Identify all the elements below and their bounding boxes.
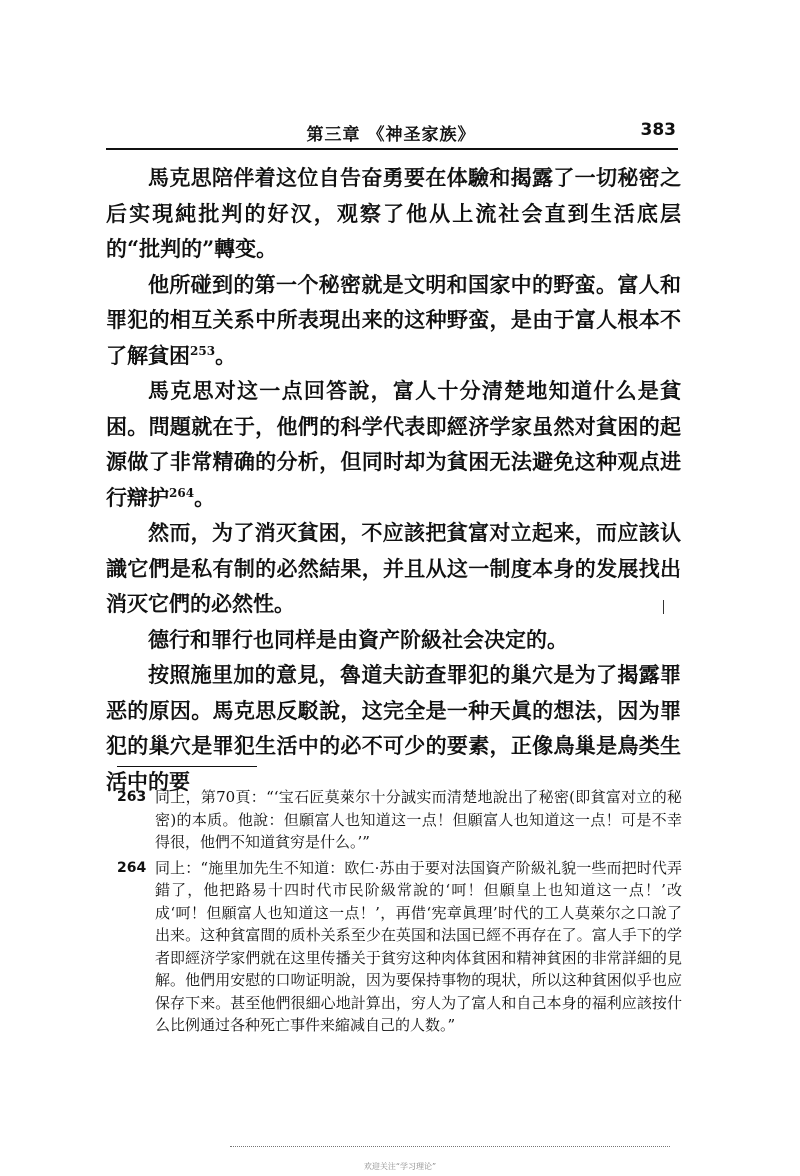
footnote-number: 263 <box>117 789 147 805</box>
footnote <box>117 786 682 854</box>
footnote-rule <box>117 766 257 767</box>
paragraph-end: 。 <box>194 484 216 510</box>
paragraph-text: 馬克思对这一点回答說，富人十分清楚地知道什么是貧困。問題就在于，他們的科学代表即經济学家虽然对貧困的起源做了非常精确的分析，但同时却为貧困无法避免这种观点进行辯护 <box>106 378 681 510</box>
footnote-text: 同上，第70頁：“‘宝石匠莫萊尔十分誠实而清楚地說出了秘密(即貧富对立的秘密)的本质。他說：但願富人也知道这一点！但願富人也知道这一点！可是不幸得很，他們不知道貧穷是什么。’” <box>155 788 682 851</box>
paragraph <box>106 373 681 515</box>
footnote-ref: 253 <box>190 343 216 358</box>
footnote-number: 264 <box>117 859 147 876</box>
paragraph: 德行和罪行也同样是由資产阶級社会决定的。 <box>148 626 568 652</box>
paragraph <box>106 267 681 374</box>
paragraph-end: 。 <box>215 342 237 368</box>
bottom-rule <box>230 1146 670 1147</box>
margin-mark <box>663 600 664 614</box>
footnote <box>117 857 682 1037</box>
main-text <box>106 160 681 799</box>
footnote-ref: 264 <box>169 485 195 500</box>
chapter-title: 第三章 《神圣家族》 <box>306 125 476 145</box>
paragraph: 馬克思陪伴着这位自告奋勇要在体驗和揭露了一切秘密之后实現純批判的好汉，观察了他从上流社会直到生活底层的“批判的”轉变。 <box>106 165 681 261</box>
header-rule <box>106 148 678 150</box>
running-header <box>106 118 676 145</box>
paragraph-text: 他所碰到的第一个秘密就是文明和国家中的野蛮。富人和罪犯的相互关系中所表現出来的这种野蛮，是由于富人根本不了解貧困 <box>106 271 681 368</box>
page-number: 383 <box>640 120 676 140</box>
watermark: 欢迎关注“学习理论” <box>363 1162 437 1171</box>
footnotes <box>117 786 682 1040</box>
footnote-text: 同上：“施里加先生不知道：欧仁·苏由于要对法国資产阶級礼貌一些而把时代弄錯了，他把路易十四时代市民阶級常說的‘呵！但願皇上也知道这一点！’改成‘呵！但願富人也知道这一点！’，再借‘宪章眞理’时代的工人莫萊尔之口說了出来。这种貧富間的质朴关系至少在英国和法国已經不再存在了。富人手下的学者即經济学家們就在这里传播关于貧穷这种肉体貧困和精神貧困的非常詳細的見解。他們用安慰的口吻证明說，因为要保持事物的現状，所以这种貧困似乎也应保存下来。甚至他們很細心地計算出，穷人为了富人和自己本身的福利应該按什么比例通过各种死亡事件来縮减自己的人数。” <box>155 858 682 1034</box>
paragraph: 按照施里加的意見，魯道夫訪查罪犯的巢穴是为了揭露罪恶的原因。馬克思反駁說，这完全是一种天眞的想法，因为罪犯的巢穴是罪犯生活中的必不可少的要素，正像鳥巢是鳥类生活中的要 <box>106 662 681 794</box>
paragraph: 然而，为了消灭貧困，不应該把貧富对立起来，而应該认識它們是私有制的必然結果，并且从这一制度本身的发展找出消灭它們的必然性。 <box>106 520 681 616</box>
